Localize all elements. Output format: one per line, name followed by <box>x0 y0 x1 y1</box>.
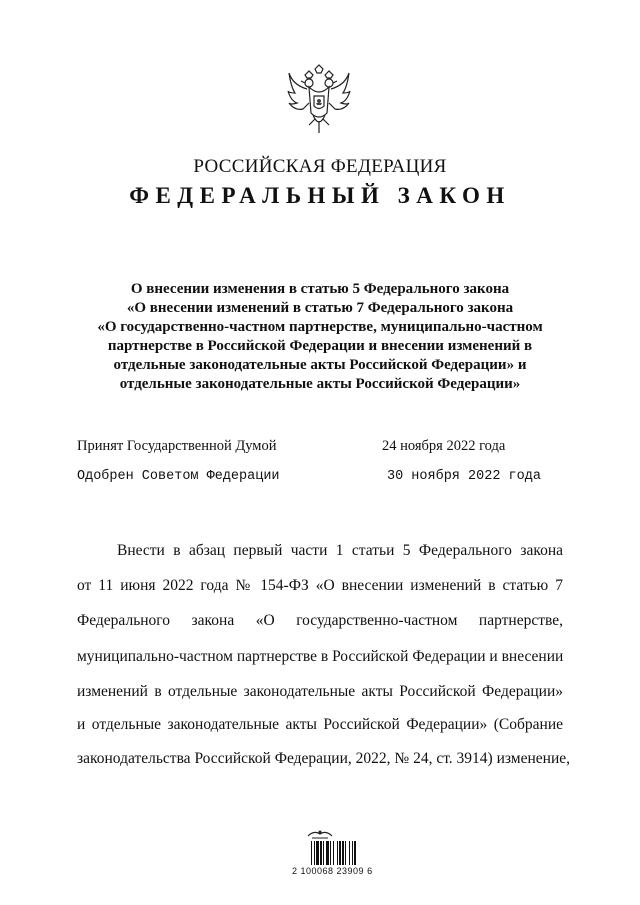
body-text-line: Федерального закона «О государственно-частном партнерстве, <box>77 612 563 629</box>
print-mark-icon <box>300 828 340 840</box>
title-line: «О государственно-частном партнерстве, муниципально-частном <box>97 319 543 335</box>
body-text-line: изменений в отдельные законодательные акты Российской Федерации» <box>77 683 563 700</box>
body-text-line: от 11 июня 2022 года № 154-ФЗ «О внесении изменений в статью 7 <box>77 577 563 594</box>
barcode-icon <box>310 841 380 865</box>
body-text-line: муниципально-частном партнерстве в Российской Федерации и внесении <box>77 648 564 665</box>
title-line: «О внесении изменений в статью 7 Федерального закона <box>126 300 514 316</box>
body-text-line: и отдельные законодательные акты Российской Федерации» (Собрание <box>77 716 563 733</box>
council-approval-date: 30 ноября 2022 года <box>387 469 541 484</box>
document-title <box>60 280 580 394</box>
council-approval-row <box>77 469 557 484</box>
country-name: РОССИЙСКАЯ ФЕДЕРАЦИЯ <box>193 156 447 177</box>
duma-adoption-row <box>77 438 557 455</box>
duma-adoption-date: 24 ноября 2022 года <box>382 438 506 454</box>
document-type: ФЕДЕРАЛЬНЫЙ ЗАКОН <box>129 183 511 208</box>
coat-of-arms-emblem <box>285 63 353 139</box>
title-line: О внесении изменения в статью 5 Федерального закона <box>130 281 510 297</box>
body-text-line: Внести в абзац первый части 1 статьи 5 Федерального закона <box>117 542 563 559</box>
council-approval-label: Одобрен Советом Федерации <box>77 469 280 484</box>
duma-adoption-label: Принят Государственной Думой <box>77 438 277 454</box>
body-text-line: законодательства Российской Федерации, 2022, № 24, ст. 3914) изменение, <box>77 750 570 767</box>
title-line: отдельные законодательные акты Российской Федерации» <box>119 376 521 392</box>
title-line: отдельные законодательные акты Российской Федерации» и <box>113 357 527 373</box>
title-line: партнерстве в Российской Федерации и внесении изменений в <box>107 338 533 354</box>
barcode-number: 2 100068 23909 6 <box>292 866 373 876</box>
